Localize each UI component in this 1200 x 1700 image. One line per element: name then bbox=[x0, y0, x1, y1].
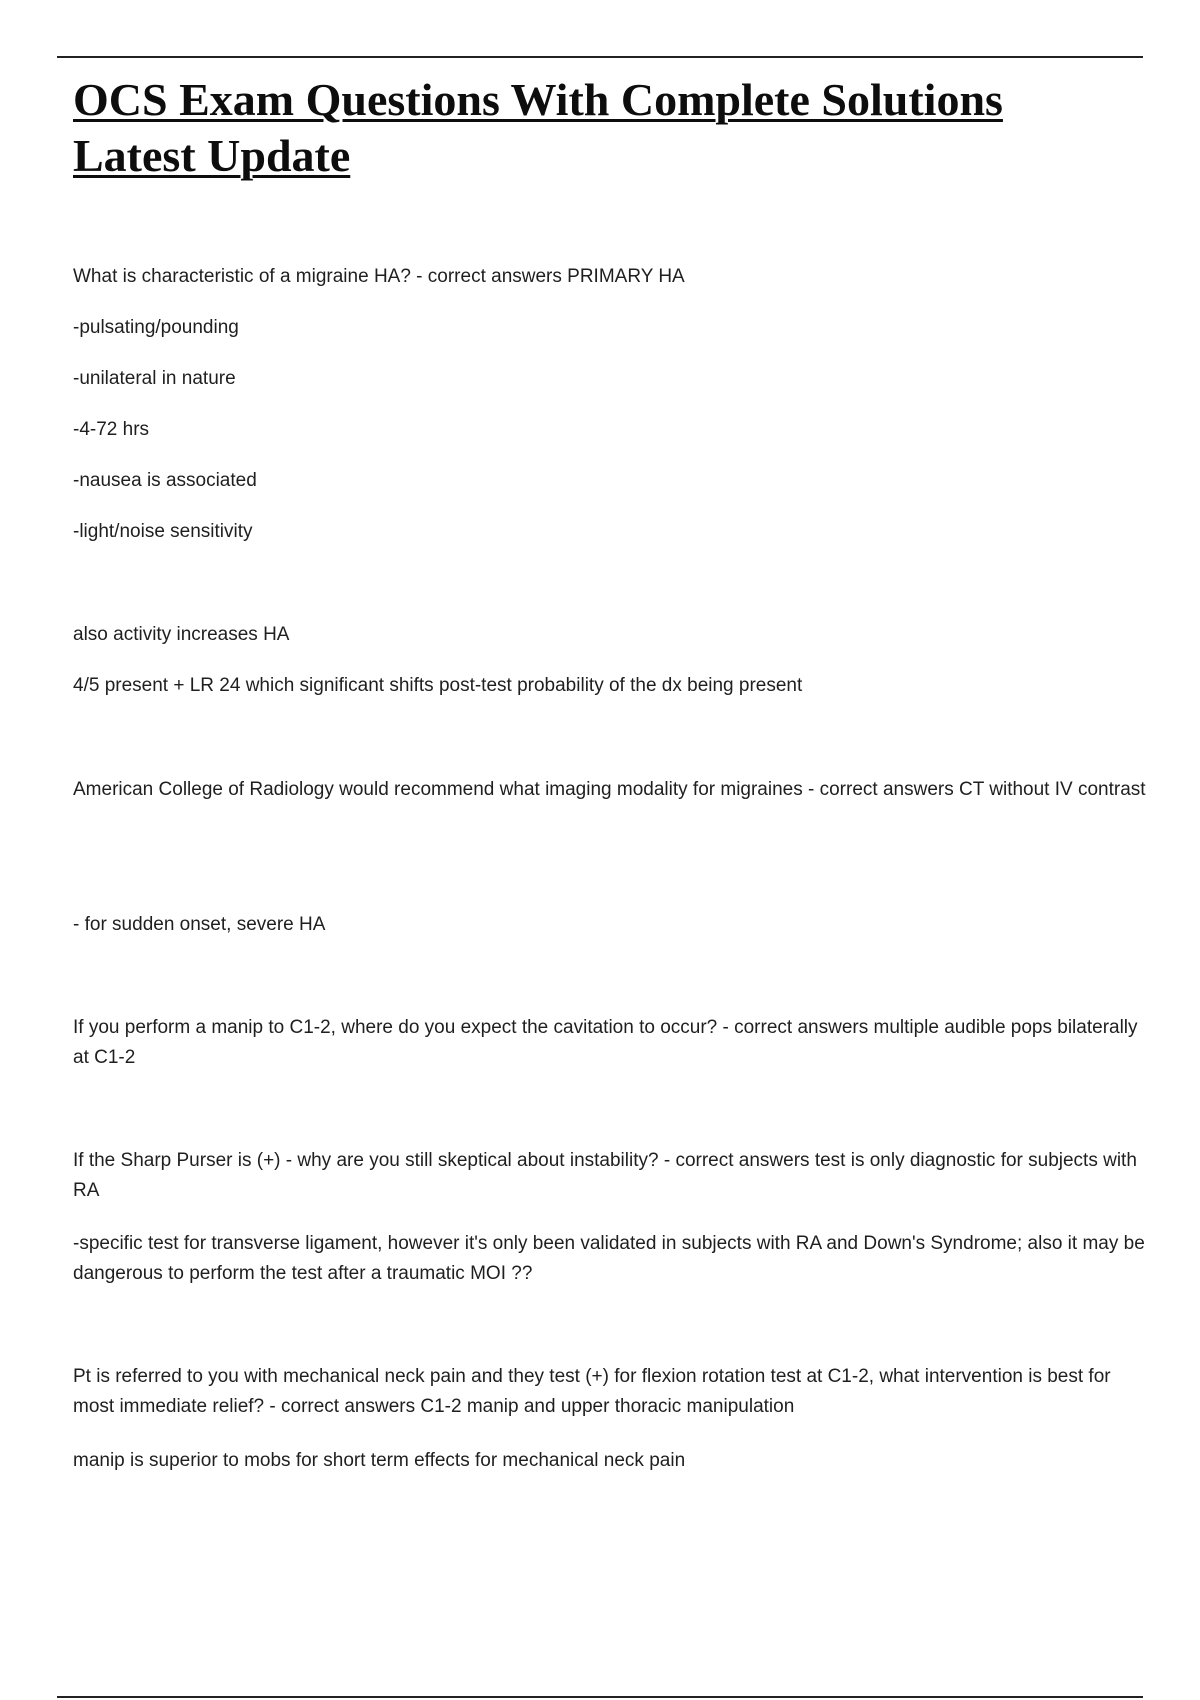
answer-line: 4/5 present + LR 24 which significant shifts post-test probability of the dx being present bbox=[73, 675, 803, 696]
answer-line: -unilateral in nature bbox=[73, 368, 236, 389]
question-flexion-rotation: Pt is referred to you with mechanical neck pain and they test (+) for flexion rotation test at C1-2, what intervention is best for most immediate relief? - correct answers C1-2 manip and upper thoracic manipulation bbox=[73, 1366, 1111, 1417]
question-imaging: American College of Radiology would recommend what imaging modality for migraines - correct answers CT without IV contrast bbox=[73, 779, 1146, 800]
answer-line: -nausea is associated bbox=[73, 470, 257, 491]
answer-line: -specific test for transverse ligament, however it's only been validated in subjects with RA and Down's Syndrome; also it may be dangerous to perform the test after a traumatic MOI ?? bbox=[73, 1233, 1145, 1284]
question-migraine: What is characteristic of a migraine HA? - correct answers PRIMARY HA bbox=[73, 266, 685, 287]
question-cavitation: If you perform a manip to C1-2, where do you expect the cavitation to occur? - correct answers multiple audible pops bilaterally at C1-2 bbox=[73, 1017, 1138, 1068]
answer-line: - for sudden onset, severe HA bbox=[73, 914, 326, 935]
answer-line: manip is superior to mobs for short term effects for mechanical neck pain bbox=[73, 1450, 686, 1471]
answer-line: also activity increases HA bbox=[73, 624, 290, 645]
question-sharp-purser: If the Sharp Purser is (+) - why are you still skeptical about instability? - correct answers test is only diagnostic for subjects with RA bbox=[73, 1150, 1137, 1201]
answer-line: -4-72 hrs bbox=[73, 419, 150, 440]
bottom-rule bbox=[57, 1696, 1143, 1698]
answer-line: -pulsating/pounding bbox=[73, 317, 239, 338]
document-title: OCS Exam Questions With Complete Solutions Latest Update bbox=[73, 74, 1003, 181]
top-rule bbox=[57, 56, 1143, 58]
answer-line: -light/noise sensitivity bbox=[73, 521, 253, 542]
